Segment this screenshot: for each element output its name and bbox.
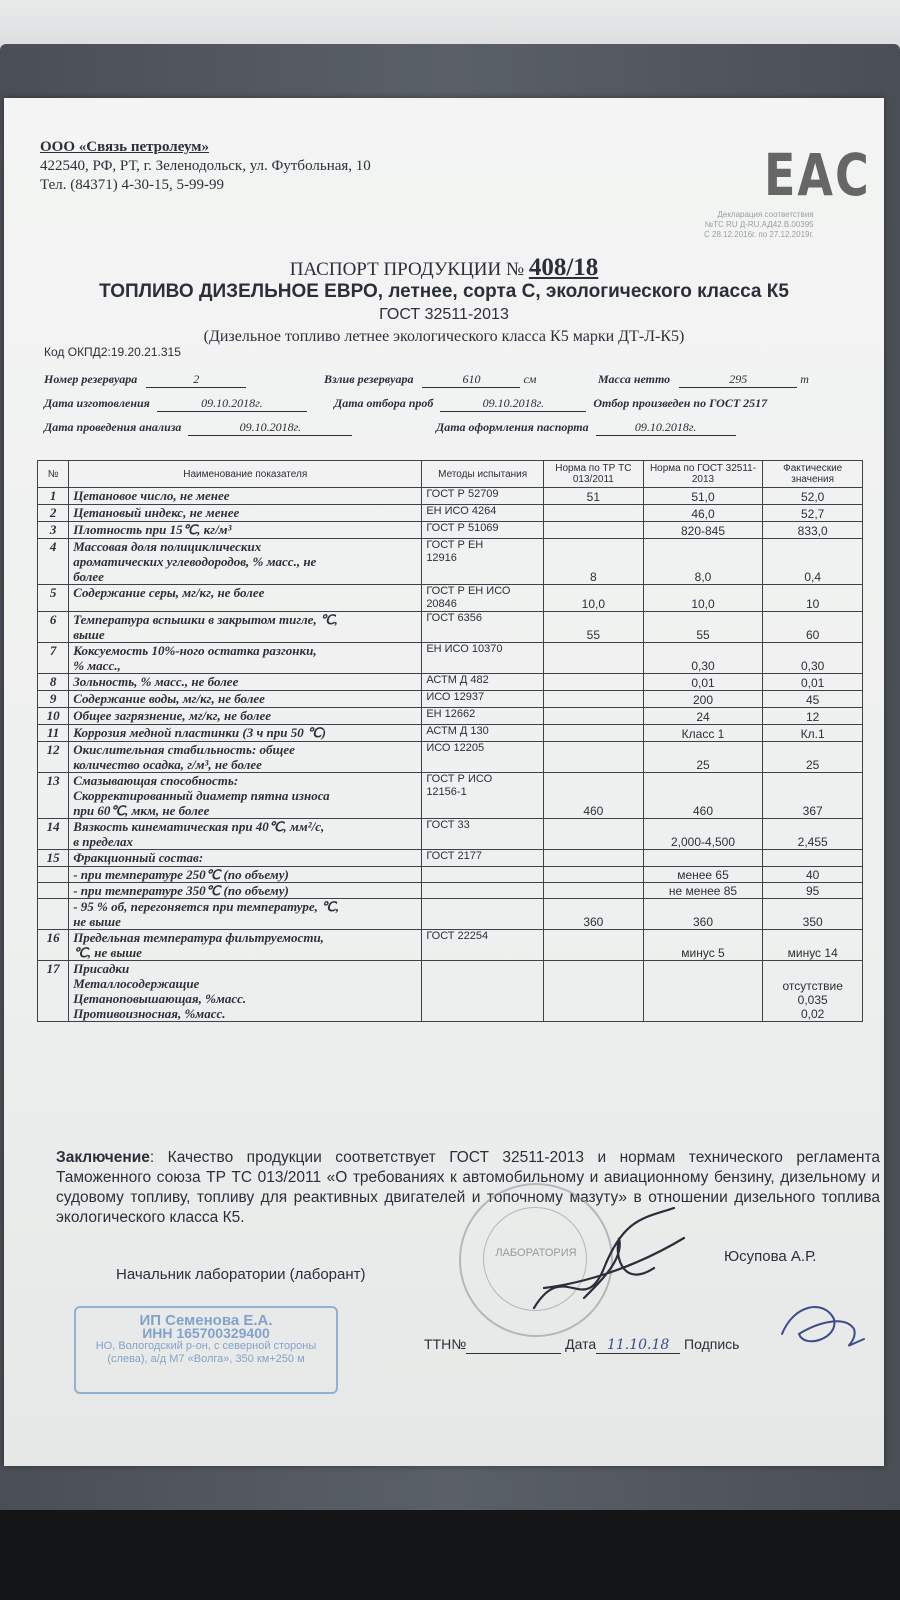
sample-note: Отбор произведен по ГОСТ 2517 <box>593 396 768 410</box>
norm-tr-cell <box>544 643 644 674</box>
norm-gost-cell: 46,0 <box>643 505 763 522</box>
row-number-cell <box>38 899 69 930</box>
norm-gost-cell: 8,0 <box>643 539 763 585</box>
passport-label: ПАСПОРТ ПРОДУКЦИИ № <box>289 259 525 280</box>
tank-number-label: Номер резервуара <box>44 372 138 386</box>
indicator-name-cell: Содержание серы, мг/кг, не более <box>69 585 422 612</box>
company-phone: Тел. (84371) 4-30-15, 5-99-99 <box>40 177 224 193</box>
sign-label: Подпись <box>684 1336 740 1352</box>
norm-gost-cell: 2,000-4,500 <box>643 819 763 850</box>
lab-signature-icon <box>524 1198 694 1328</box>
actual-value-cell: Кл.1 <box>763 725 863 742</box>
indicator-name-cell: Массовая доля полициклических ароматических углеводородов, % масс., не более <box>69 539 422 585</box>
norm-tr-cell <box>544 819 644 850</box>
table-row <box>38 674 863 691</box>
norm-gost-cell: не менее 85 <box>643 883 763 899</box>
indicator-name-cell: Фракционный состав: <box>69 850 422 867</box>
indicator-name-cell: Цетановое число, не менее <box>69 488 422 505</box>
made-date-label: Дата изготовления <box>44 396 150 410</box>
indicator-name-cell: Цетановый индекс, не менее <box>69 505 422 522</box>
blue-stamp-line1: ИП Семенова Е.А. <box>139 1312 273 1329</box>
test-method-cell: ГОСТ 2177 <box>422 850 544 867</box>
norm-gost-cell: 200 <box>643 691 763 708</box>
company-address: 422540, РФ, РТ, г. Зеленодольск, ул. Футбольная, 10 <box>40 158 371 174</box>
row-number-cell: 7 <box>38 643 69 674</box>
indicator-name-cell: Смазывающая способность: Скорректированный диаметр пятна износа при 60℃, мкм, не более <box>69 773 422 819</box>
date-handwritten: 11.10.18 <box>596 1337 680 1354</box>
issue-date-label: Дата оформления паспорта <box>436 420 589 434</box>
norm-gost-cell <box>643 961 763 1022</box>
norm-tr-cell <box>544 867 644 883</box>
passport-number: 408/18 <box>528 254 599 281</box>
okpd-code: Код ОКПД2:19.20.21.315 <box>44 345 181 359</box>
row-number-cell: 5 <box>38 585 69 612</box>
norm-tr-cell <box>544 883 644 899</box>
table-header-row <box>38 461 863 488</box>
test-method-cell <box>422 899 544 930</box>
tank-fill-unit: см <box>523 372 537 386</box>
norm-gost-cell: 25 <box>643 742 763 773</box>
table-body <box>38 488 863 1022</box>
indicator-name-cell: Предельная температура фильтруемости, ℃, не выше <box>69 930 422 961</box>
row-number-cell: 12 <box>38 742 69 773</box>
test-method-cell <box>422 867 544 883</box>
table-row <box>38 961 863 1022</box>
row-number-cell: 14 <box>38 819 69 850</box>
actual-value-cell: 833,0 <box>763 522 863 539</box>
net-mass-label: Масса нетто <box>598 372 671 386</box>
indicator-name-cell: Общее загрязнение, мг/кг, не более <box>69 708 422 725</box>
actual-value-cell: 95 <box>763 883 863 899</box>
indicator-name-cell: - при температуре 250℃ (по объему) <box>69 867 422 883</box>
indicator-name-cell: Плотность при 15℃, кг/м³ <box>69 522 422 539</box>
table-row <box>38 883 863 899</box>
header-norm-tr: Норма по ТР ТС 013/2011 <box>544 461 644 488</box>
norm-gost-cell: минус 5 <box>643 930 763 961</box>
norm-tr-cell: 55 <box>544 612 644 643</box>
actual-value-cell: 25 <box>763 742 863 773</box>
test-method-cell: ГОСТ Р ЕН ИСО 20846 <box>422 585 544 612</box>
tank-fill-label: Взлив резервуара <box>324 372 414 386</box>
actual-value-cell: 2,455 <box>763 819 863 850</box>
test-method-cell: ЕН ИСО 4264 <box>422 505 544 522</box>
row-number-cell: 16 <box>38 930 69 961</box>
test-method-cell: ГОСТ Р ЕН 12916 <box>422 539 544 585</box>
header-norm-gost: Норма по ГОСТ 32511-2013 <box>643 461 763 488</box>
test-method-cell <box>422 883 544 899</box>
conclusion-text <box>56 1148 880 1228</box>
net-mass-row <box>598 372 809 388</box>
actual-value-cell: минус 14 <box>763 930 863 961</box>
receipt-line <box>424 1336 739 1354</box>
table-row <box>38 612 863 643</box>
test-method-cell: ИСО 12205 <box>422 742 544 773</box>
table-row <box>38 742 863 773</box>
round-stamp-label: ЛАБОРАТОРИЯ <box>495 1247 577 1259</box>
sample-date-row <box>334 396 767 412</box>
row-number-cell: 4 <box>38 539 69 585</box>
indicator-name-cell: Температура вспышки в закрытом тигле, ℃, выше <box>69 612 422 643</box>
test-method-cell: ГОСТ 33 <box>422 819 544 850</box>
analysis-date-label: Дата проведения анализа <box>44 420 182 434</box>
indicator-name-cell: Окислительная стабильность: общее количество осадка, г/м³, не более <box>69 742 422 773</box>
product-subtitle: (Дизельное топливо летнее экологического класса К5 марки ДТ-Л-К5) <box>203 328 685 345</box>
norm-tr-cell <box>544 961 644 1022</box>
norm-tr-cell <box>544 930 644 961</box>
row-number-cell: 2 <box>38 505 69 522</box>
test-method-cell: АСТМ Д 130 <box>422 725 544 742</box>
norm-tr-cell <box>544 708 644 725</box>
row-number-cell: 13 <box>38 773 69 819</box>
header-fact: Фактические значения <box>763 461 863 488</box>
actual-value-cell: 0,01 <box>763 674 863 691</box>
actual-value-cell: 10 <box>763 585 863 612</box>
row-number-cell: 3 <box>38 522 69 539</box>
sample-date-value: 09.10.2018г. <box>440 396 586 412</box>
norm-tr-cell: 360 <box>544 899 644 930</box>
declaration-dates: С 28.12.2016г. по 27.12.2019г. <box>704 230 814 239</box>
conclusion-label: Заключение <box>56 1149 150 1166</box>
norm-tr-cell <box>544 725 644 742</box>
norm-gost-cell <box>643 850 763 867</box>
row-number-cell: 15 <box>38 850 69 867</box>
norm-gost-cell: 24 <box>643 708 763 725</box>
test-method-cell <box>422 961 544 1022</box>
actual-value-cell: 40 <box>763 867 863 883</box>
tank-fill-row <box>324 372 536 388</box>
passport-document <box>4 98 884 1466</box>
product-title-bold: ТОПЛИВО ДИЗЕЛЬНОЕ ЕВРО, <box>99 281 384 302</box>
ttn-label: ТТН№ <box>424 1336 467 1352</box>
indicator-name-cell: - при температуре 350℃ (по объему) <box>69 883 422 899</box>
table-row <box>38 850 863 867</box>
test-method-cell: АСТМ Д 482 <box>422 674 544 691</box>
blue-stamp-line3: НО, Вологодский р-он, с северной стороны <box>95 1340 317 1352</box>
norm-tr-cell <box>544 674 644 691</box>
indicator-name-cell: - 95 % об, перегоняется при температуре, ℃, не выше <box>69 899 422 930</box>
indicator-name-cell: Вязкость кинематическая при 40℃, мм²/с, в пределах <box>69 819 422 850</box>
net-mass-unit: т <box>800 372 809 386</box>
actual-value-cell: 12 <box>763 708 863 725</box>
row-number-cell <box>38 883 69 899</box>
table-row <box>38 899 863 930</box>
table-row <box>38 773 863 819</box>
table-row <box>38 708 863 725</box>
made-date-value: 09.10.2018г. <box>157 396 307 412</box>
row-number-cell: 8 <box>38 674 69 691</box>
norm-tr-cell: 460 <box>544 773 644 819</box>
norm-tr-cell: 51 <box>544 488 644 505</box>
table-row <box>38 691 863 708</box>
declaration-block <box>704 210 814 240</box>
actual-value-cell: 350 <box>763 899 863 930</box>
norm-tr-cell <box>544 505 644 522</box>
header-name: Наименование показателя <box>69 461 422 488</box>
norm-gost-cell: 360 <box>643 899 763 930</box>
blue-stamp-line2: ИНН 165700329400 <box>142 1325 270 1341</box>
norm-gost-cell: менее 65 <box>643 867 763 883</box>
norm-gost-cell: 0,01 <box>643 674 763 691</box>
lab-head-label: Начальник лаборатории (лаборант) <box>116 1266 366 1283</box>
table-row <box>38 819 863 850</box>
analysis-date-value: 09.10.2018г. <box>188 420 352 436</box>
table-row <box>38 725 863 742</box>
norm-tr-cell: 10,0 <box>544 585 644 612</box>
tank-number-value: 2 <box>146 372 246 388</box>
company-header <box>40 138 371 195</box>
issue-date-row <box>436 420 736 436</box>
norm-gost-cell: 51,0 <box>643 488 763 505</box>
tank-number-row <box>44 372 246 388</box>
table-row <box>38 505 863 522</box>
specification-table <box>37 460 863 1022</box>
row-number-cell <box>38 867 69 883</box>
table-row <box>38 522 863 539</box>
date-label: Дата <box>565 1336 597 1352</box>
row-number-cell: 9 <box>38 691 69 708</box>
norm-tr-cell: 8 <box>544 539 644 585</box>
table-row <box>38 643 863 674</box>
table-row <box>38 585 863 612</box>
indicator-name-cell: Содержание воды, мг/кг, не более <box>69 691 422 708</box>
norm-tr-cell <box>544 850 644 867</box>
norm-gost-cell: Класс 1 <box>643 725 763 742</box>
norm-gost-cell: 460 <box>643 773 763 819</box>
test-method-cell: ЕН ИСО 10370 <box>422 643 544 674</box>
sample-date-label: Дата отбора проб <box>334 396 434 410</box>
declaration-number: №TC RU Д-RU.АД42.В.00395 <box>704 220 814 229</box>
row-number-cell: 10 <box>38 708 69 725</box>
made-date-row <box>44 396 307 412</box>
header-number: № <box>38 461 69 488</box>
actual-value-cell: 52,7 <box>763 505 863 522</box>
header-method: Методы испытания <box>422 461 544 488</box>
product-title-rest: летнее, сорта С, экологического класса К5 <box>383 281 789 302</box>
actual-value-cell: 52,0 <box>763 488 863 505</box>
table-row <box>38 539 863 585</box>
analysis-date-row <box>44 420 352 436</box>
declaration-title: Декларация соответствия <box>717 210 814 219</box>
blue-seller-stamp <box>74 1306 338 1394</box>
norm-gost-cell: 0,30 <box>643 643 763 674</box>
product-gost: ГОСТ 32511-2013 <box>379 306 509 323</box>
test-method-cell: ГОСТ 6356 <box>422 612 544 643</box>
test-method-cell: ЕН 12662 <box>422 708 544 725</box>
test-method-cell: ИСО 12937 <box>422 691 544 708</box>
row-number-cell: 1 <box>38 488 69 505</box>
test-method-cell: ГОСТ 22254 <box>422 930 544 961</box>
net-mass-value: 295 <box>679 372 797 388</box>
table-row <box>38 488 863 505</box>
row-number-cell: 11 <box>38 725 69 742</box>
actual-value-cell: 0,4 <box>763 539 863 585</box>
actual-value-cell: 0,30 <box>763 643 863 674</box>
eac-logo-icon: EAC <box>764 141 871 209</box>
indicator-name-cell: Коксуемость 10%-ного остатка разгонки, % масс., <box>69 643 422 674</box>
test-method-cell: ГОСТ Р 51069 <box>422 522 544 539</box>
signer-name: Юсупова А.Р. <box>724 1248 817 1265</box>
actual-value-cell: 367 <box>763 773 863 819</box>
norm-tr-cell <box>544 691 644 708</box>
norm-tr-cell <box>544 742 644 773</box>
indicator-name-cell: Присадки Металлосодержащие Цетаноповышающая, %масс. Противоизносная, %масс. <box>69 961 422 1022</box>
passport-heading <box>4 254 884 282</box>
indicator-name-cell: Зольность, % масс., не более <box>69 674 422 691</box>
test-method-cell: ГОСТ Р 52709 <box>422 488 544 505</box>
row-number-cell: 17 <box>38 961 69 1022</box>
table-row <box>38 867 863 883</box>
row-number-cell: 6 <box>38 612 69 643</box>
actual-value-cell: 60 <box>763 612 863 643</box>
receiver-signature-icon <box>774 1294 874 1364</box>
norm-gost-cell: 10,0 <box>643 585 763 612</box>
test-method-cell: ГОСТ Р ИСО 12156-1 <box>422 773 544 819</box>
blue-stamp-line4: (слева), а/д М7 «Волга», 350 км+250 м <box>107 1353 305 1365</box>
actual-value-cell: 45 <box>763 691 863 708</box>
tank-fill-value: 610 <box>422 372 520 388</box>
conclusion-body: : Качество продукции соответствует ГОСТ 32511-2013 и нормам технического регламента Таможенного союза ТР ТС 013/2011 «О требованиях к автомобильному и авиационному бензину, дизельному и судовому топливу, топливу для реактивных двигателей и топочному мазуту» в отношении дизельного топлива экологического класса К5. <box>56 1149 880 1226</box>
actual-value-cell <box>763 850 863 867</box>
company-name: ООО «Связь петролеум» <box>40 139 210 155</box>
product-title <box>4 281 884 303</box>
table-surface <box>0 1510 900 1600</box>
actual-value-cell: отсутствие 0,035 0,02 <box>763 961 863 1022</box>
table-row <box>38 930 863 961</box>
indicator-name-cell: Коррозия медной пластинки (3 ч при 50 ℃) <box>69 725 422 742</box>
norm-tr-cell <box>544 522 644 539</box>
issue-date-value: 09.10.2018г. <box>596 420 736 436</box>
norm-gost-cell: 820-845 <box>643 522 763 539</box>
ttn-blank <box>466 1339 561 1354</box>
norm-gost-cell: 55 <box>643 612 763 643</box>
